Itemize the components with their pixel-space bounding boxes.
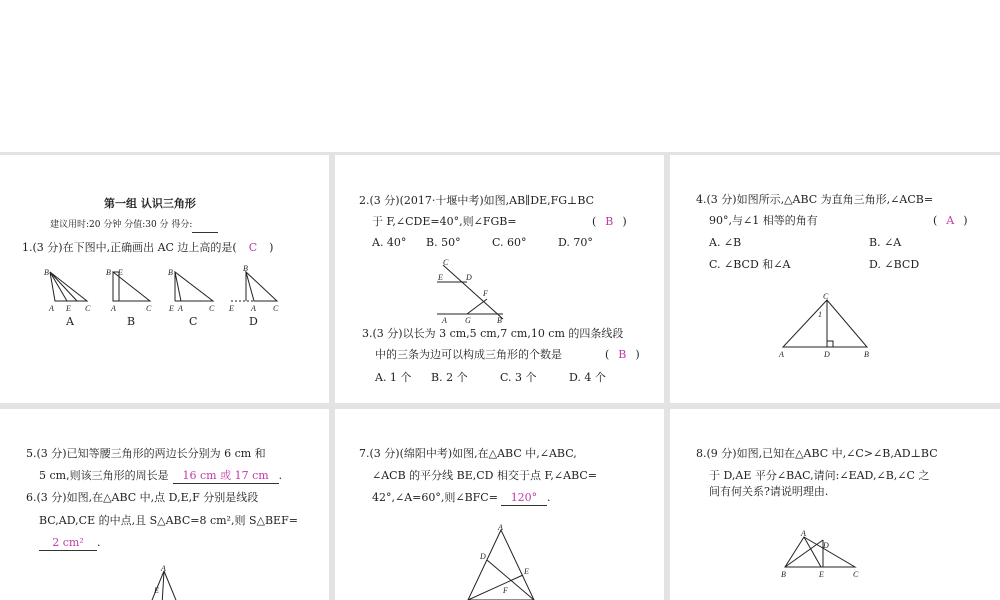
q2-choice-a[interactable]: A. 40° bbox=[372, 236, 407, 249]
q7-line1: 7.(3 分)(绵阳中考)如图,在△ABC 中,∠ABC, bbox=[359, 447, 577, 460]
q3-line2: 中的三条为边可以构成三角形的个数是 bbox=[375, 348, 562, 361]
fig1c-B: B bbox=[168, 268, 173, 277]
section-meta bbox=[50, 218, 218, 233]
figure-c bbox=[168, 268, 215, 313]
fig1b-E: E bbox=[118, 268, 123, 277]
q4-choice-a[interactable]: A. ∠B bbox=[709, 236, 742, 249]
q4-answer-slot bbox=[933, 214, 968, 228]
fig1a-C: C bbox=[85, 304, 91, 313]
q1-option-a[interactable]: A bbox=[66, 315, 74, 328]
card-q7 bbox=[335, 409, 664, 600]
fig1a-B: B bbox=[44, 268, 49, 277]
q4-paren-close: ) bbox=[963, 214, 968, 227]
fig2-B: B bbox=[497, 316, 502, 325]
fig4-1: 1 bbox=[818, 310, 822, 319]
fig1c-A: A bbox=[178, 304, 183, 313]
q6-period: . bbox=[97, 536, 101, 549]
q2-stem: 于 F,∠CDE=40°,则∠FGB= bbox=[372, 215, 517, 228]
q1-option-b[interactable]: B bbox=[127, 315, 136, 328]
fig1d-E: E bbox=[229, 304, 234, 313]
q1-answer: C bbox=[248, 241, 258, 254]
fig8-E: E bbox=[819, 570, 824, 579]
q2-paren-open: ( bbox=[592, 215, 597, 228]
q3-paren-open: ( bbox=[605, 348, 610, 361]
q6-line3 bbox=[39, 536, 101, 551]
q7-answer: 120° bbox=[510, 491, 538, 504]
figure-b bbox=[106, 268, 152, 313]
q4-choice-b[interactable]: B. ∠A bbox=[869, 236, 902, 249]
card-q5-q6 bbox=[0, 409, 329, 600]
fig1d-C: C bbox=[273, 304, 279, 313]
q2-answer: B bbox=[605, 215, 614, 228]
fig2-E: E bbox=[438, 273, 443, 282]
q8-answer-area[interactable] bbox=[709, 504, 969, 526]
q4-answer: A bbox=[946, 214, 955, 227]
meta-text: 建议用时:20 分钟 分值:30 分 得分: bbox=[50, 220, 193, 230]
q4-line1: 4.(3 分)如图所示,△ABC 为直角三角形,∠ACB= bbox=[696, 193, 934, 206]
figure-a bbox=[44, 268, 91, 313]
q3-line1: 3.(3 分)以长为 3 cm,5 cm,7 cm,10 cm 的四条线段 bbox=[362, 327, 624, 340]
q2-choice-b[interactable]: B. 50° bbox=[426, 236, 461, 249]
q2-figure bbox=[335, 255, 664, 325]
fig2-A: A bbox=[442, 316, 447, 325]
q5-answer: 16 cm 或 17 cm bbox=[182, 469, 269, 482]
fig2-D: D bbox=[466, 273, 472, 282]
q2-choice-d[interactable]: D. 70° bbox=[558, 236, 593, 249]
q3-answer: B bbox=[618, 348, 627, 361]
q6-answer: 2 cm² bbox=[52, 536, 84, 549]
q3-answer-slot bbox=[605, 348, 640, 362]
fig1b-A: A bbox=[111, 304, 116, 313]
q7-line2: ∠ACB 的平分线 BE,CD 相交于点 F,∠ABC= bbox=[372, 469, 597, 482]
fig1d-B: B bbox=[243, 264, 248, 273]
q1-stem: 1.(3 分)在下图中,正确画出 AC 边上高的是( bbox=[22, 241, 237, 254]
q4-choice-d[interactable]: D. ∠BCD bbox=[869, 258, 920, 271]
card-q2-q3 bbox=[335, 155, 664, 403]
fig7-A: A bbox=[498, 523, 503, 532]
q3-paren-close: ) bbox=[635, 348, 640, 361]
q2-choice-c[interactable]: C. 60° bbox=[492, 236, 527, 249]
q3-choice-b[interactable]: B. 2 个 bbox=[431, 371, 468, 384]
q4-choice-c[interactable]: C. ∠BCD 和∠A bbox=[709, 258, 791, 271]
q1-option-c[interactable]: C bbox=[189, 315, 198, 328]
card-group1 bbox=[0, 155, 329, 403]
q5-line1: 5.(3 分)已知等腰三角形的两边长分别为 6 cm 和 bbox=[26, 447, 266, 460]
q8-line1: 8.(9 分)如图,已知在△ABC 中,∠C>∠B,AD⊥BC bbox=[696, 447, 938, 460]
q8-line2: 于 D,AE 平分∠BAC,请问:∠EAD,∠B,∠C 之 bbox=[709, 469, 930, 482]
fig4-B: B bbox=[864, 350, 869, 359]
q4-figure bbox=[670, 290, 1000, 365]
q6-figure bbox=[0, 561, 329, 600]
q5-line2 bbox=[39, 469, 282, 484]
q5-answer-blank[interactable] bbox=[173, 469, 279, 484]
q2-paren-close: ) bbox=[622, 215, 627, 228]
q1-close: ) bbox=[269, 241, 274, 254]
top-blank-area bbox=[0, 0, 1000, 152]
q3-choice-c[interactable]: C. 3 个 bbox=[500, 371, 537, 384]
fig4-C: C bbox=[823, 292, 829, 301]
q7-figure bbox=[335, 522, 664, 600]
fig6-E: E bbox=[154, 586, 159, 595]
fig8-B: B bbox=[781, 570, 786, 579]
fig8-A: A bbox=[801, 529, 806, 538]
fig1c-C: C bbox=[209, 304, 215, 313]
q4-paren-open: ( bbox=[933, 214, 938, 227]
q5-period: . bbox=[278, 469, 283, 482]
q2-line1: 2.(3 分)(2017·十堰中考)如图,AB∥DE,FG⊥BC bbox=[359, 194, 595, 207]
q7-line3 bbox=[372, 491, 550, 506]
fig8-C: C bbox=[853, 570, 859, 579]
fig1d-A: A bbox=[251, 304, 256, 313]
fig1a-E: E bbox=[66, 304, 71, 313]
q1-figures bbox=[0, 263, 329, 323]
q5-stem: 5 cm,则该三角形的周长是 bbox=[39, 469, 169, 482]
q1-option-d[interactable]: D bbox=[249, 315, 258, 328]
fig4-A: A bbox=[779, 350, 784, 359]
fig2-G: G bbox=[465, 316, 471, 325]
q2-line2 bbox=[372, 215, 517, 229]
fig2-C: C bbox=[443, 258, 449, 267]
fig2-F: F bbox=[483, 289, 488, 298]
score-blank[interactable] bbox=[192, 218, 218, 233]
q2-answer-slot bbox=[592, 215, 627, 229]
fig7-F: F bbox=[503, 586, 508, 595]
q7-period: . bbox=[546, 491, 551, 504]
fig1c-E: E bbox=[169, 304, 174, 313]
figure-d bbox=[228, 264, 279, 313]
q6-line1: 6.(3 分)如图,在△ABC 中,点 D,E,F 分别是线段 bbox=[26, 491, 259, 504]
q1-text bbox=[22, 241, 273, 255]
q6-answer-blank[interactable] bbox=[39, 536, 97, 551]
q4-line2: 90°,与∠1 相等的角有 bbox=[709, 214, 818, 227]
q8-figure bbox=[670, 527, 1000, 592]
fig7-E: E bbox=[524, 567, 529, 576]
fig1b-C: C bbox=[146, 304, 152, 313]
fig7-D: D bbox=[480, 552, 486, 561]
card-q4 bbox=[670, 155, 1000, 403]
fig6-A: A bbox=[161, 564, 166, 573]
q7-stem: 42°,∠A=60°,则∠BFC= bbox=[372, 491, 498, 504]
q7-answer-blank[interactable] bbox=[501, 491, 547, 506]
worksheet-grid bbox=[0, 152, 1000, 600]
q3-choice-a[interactable]: A. 1 个 bbox=[375, 371, 412, 384]
q3-choice-d[interactable]: D. 4 个 bbox=[569, 371, 606, 384]
fig1b-B: B bbox=[106, 268, 111, 277]
card-q8 bbox=[670, 409, 1000, 600]
q8-line3: 间有何关系?请说明理由. bbox=[709, 485, 829, 498]
section-title: 第一组 认识三角形 bbox=[104, 197, 196, 210]
fig1a-A: A bbox=[49, 304, 54, 313]
fig8-D: D bbox=[823, 541, 829, 550]
fig4-D: D bbox=[824, 350, 830, 359]
q6-line2: BC,AD,CE 的中点,且 S△ABC=8 cm²,则 S△BEF= bbox=[39, 514, 298, 527]
